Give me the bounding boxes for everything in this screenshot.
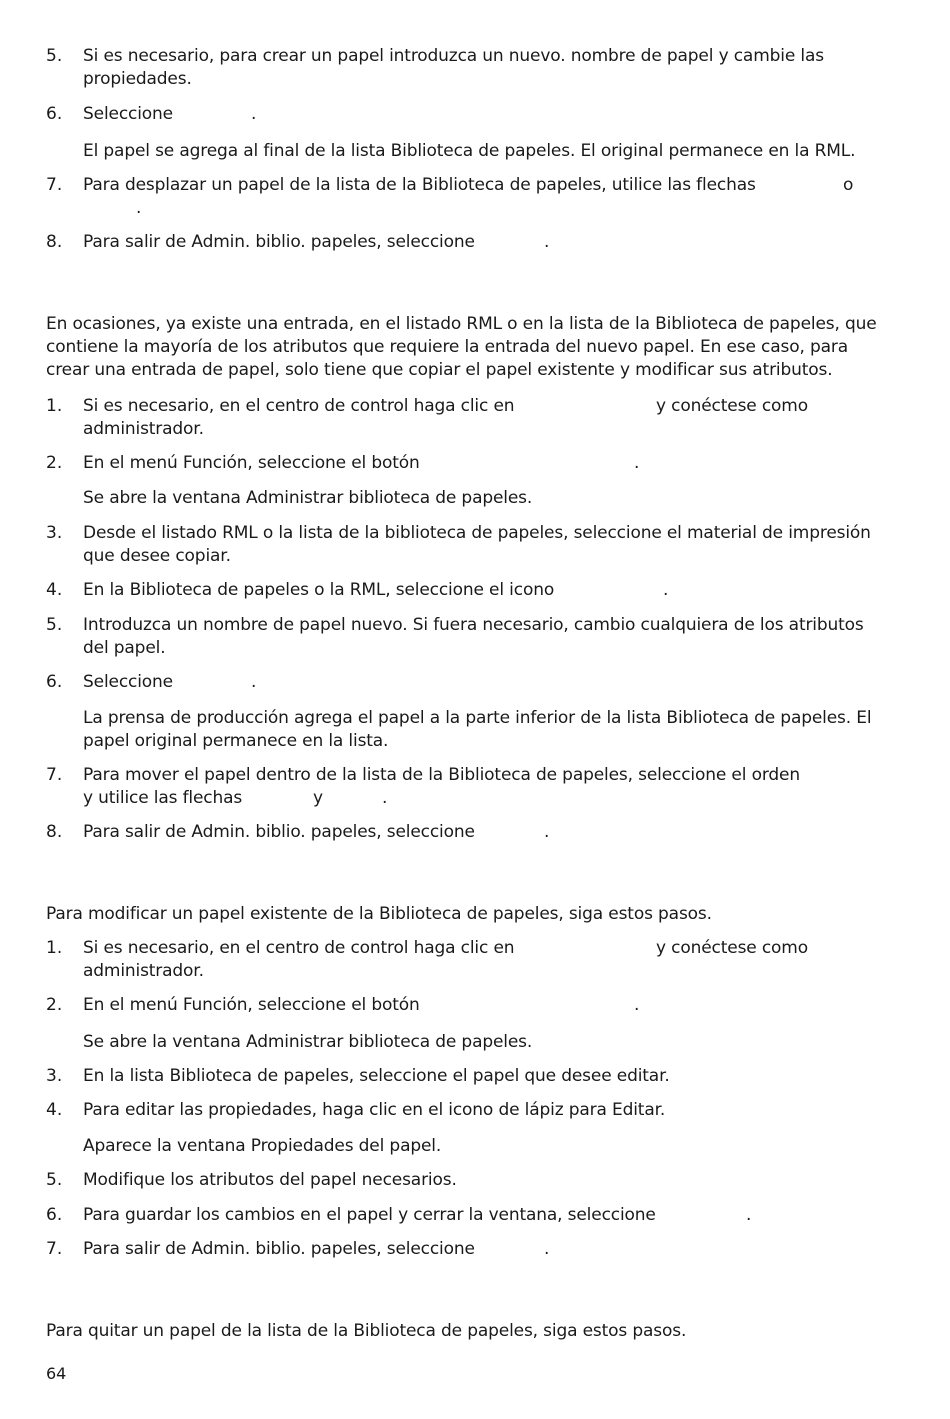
step-note: Aparece la ventana Propiedades del papel.	[83, 1136, 442, 1156]
step-text: y	[313, 788, 323, 808]
step-number: 3.	[46, 1066, 63, 1086]
step-text: .	[634, 453, 640, 473]
step-text: Modifique los atributos del papel necesarios.	[83, 1170, 457, 1190]
step-text: Para guardar los cambios en el papel y cerrar la ventana, seleccione	[83, 1205, 656, 1225]
step-number: 6.	[46, 104, 63, 124]
step-text: .	[544, 1239, 550, 1259]
step-text: Seleccione	[83, 104, 173, 124]
paragraph: contiene la mayoría de los atributos que requiere la entrada del nuevo papel. En ese caso, para	[46, 337, 848, 357]
paragraph: En ocasiones, ya existe una entrada, en el listado RML o en la lista de la Biblioteca de papeles, que	[46, 314, 877, 334]
paragraph: crear una entrada de papel, solo tiene que copiar el papel existente y modificar sus atributos.	[46, 360, 833, 380]
step-text: En el menú Función, seleccione el botón	[83, 995, 420, 1015]
step-number: 8.	[46, 232, 63, 252]
step-number: 3.	[46, 523, 63, 543]
step-text: .	[544, 232, 550, 252]
step-note: El papel se agrega al final de la lista Biblioteca de papeles. El original permanece en la RML.	[83, 141, 856, 161]
step-text: Introduzca un nombre de papel nuevo. Si fuera necesario, cambio cualquiera de los atributos	[83, 615, 864, 635]
step-number: 2.	[46, 995, 63, 1015]
step-text: Si es necesario, para crear un papel introduzca un nuevo. nombre de papel y cambie las	[83, 46, 824, 66]
step-text: propiedades.	[83, 69, 192, 89]
paragraph: Para quitar un papel de la lista de la Biblioteca de papeles, siga estos pasos.	[46, 1321, 687, 1341]
step-number: 7.	[46, 175, 63, 195]
step-number: 1.	[46, 938, 63, 958]
step-number: 1.	[46, 396, 63, 416]
step-text: Desde el listado RML o la lista de la biblioteca de papeles, seleccione el material de impresión	[83, 523, 871, 543]
step-text: En el menú Función, seleccione el botón	[83, 453, 420, 473]
step-text: Para salir de Admin. biblio. papeles, seleccione	[83, 1239, 475, 1259]
step-text: Si es necesario, en el centro de control haga clic en	[83, 396, 515, 416]
step-number: 4.	[46, 580, 63, 600]
step-text: En la Biblioteca de papeles o la RML, seleccione el icono	[83, 580, 555, 600]
step-text: .	[382, 788, 388, 808]
step-text: .	[544, 822, 550, 842]
step-text: administrador.	[83, 961, 204, 981]
step-text: Para salir de Admin. biblio. papeles, seleccione	[83, 822, 475, 842]
step-text: administrador.	[83, 419, 204, 439]
step-text: Para mover el papel dentro de la lista de la Biblioteca de papeles, seleccione el orden	[83, 765, 800, 785]
step-number: 2.	[46, 453, 63, 473]
step-note: papel original permanece en la lista.	[83, 731, 389, 751]
step-text: Para salir de Admin. biblio. papeles, seleccione	[83, 232, 475, 252]
step-note: Se abre la ventana Administrar biblioteca de papeles.	[83, 488, 533, 508]
step-text: .	[251, 104, 257, 124]
step-text: .	[136, 198, 142, 218]
step-note: La prensa de producción agrega el papel a la parte inferior de la lista Biblioteca de papeles. El	[83, 708, 872, 728]
step-number: 5.	[46, 46, 63, 66]
step-text: y conéctese como	[656, 938, 808, 958]
step-text: y utilice las flechas	[83, 788, 243, 808]
step-text: o	[843, 175, 854, 195]
step-text: Seleccione	[83, 672, 173, 692]
step-text: Para desplazar un papel de la lista de la Biblioteca de papeles, utilice las flechas	[83, 175, 756, 195]
step-note: Se abre la ventana Administrar biblioteca de papeles.	[83, 1032, 533, 1052]
step-text: .	[746, 1205, 752, 1225]
step-number: 7.	[46, 1239, 63, 1259]
step-text: Si es necesario, en el centro de control haga clic en	[83, 938, 515, 958]
step-text: .	[634, 995, 640, 1015]
step-text: que desee copiar.	[83, 546, 231, 566]
step-text: .	[663, 580, 669, 600]
step-text: En la lista Biblioteca de papeles, seleccione el papel que desee editar.	[83, 1066, 670, 1086]
step-text: del papel.	[83, 638, 166, 658]
step-number: 6.	[46, 672, 63, 692]
step-text: Para editar las propiedades, haga clic en el icono de lápiz para Editar.	[83, 1100, 666, 1120]
step-number: 6.	[46, 1205, 63, 1225]
step-number: 7.	[46, 765, 63, 785]
step-text: y conéctese como	[656, 396, 808, 416]
step-number: 4.	[46, 1100, 63, 1120]
step-text: .	[251, 672, 257, 692]
step-number: 5.	[46, 615, 63, 635]
paragraph: Para modificar un papel existente de la Biblioteca de papeles, siga estos pasos.	[46, 904, 712, 924]
step-number: 5.	[46, 1170, 63, 1190]
page-number: 64	[46, 1364, 67, 1383]
step-number: 8.	[46, 822, 63, 842]
